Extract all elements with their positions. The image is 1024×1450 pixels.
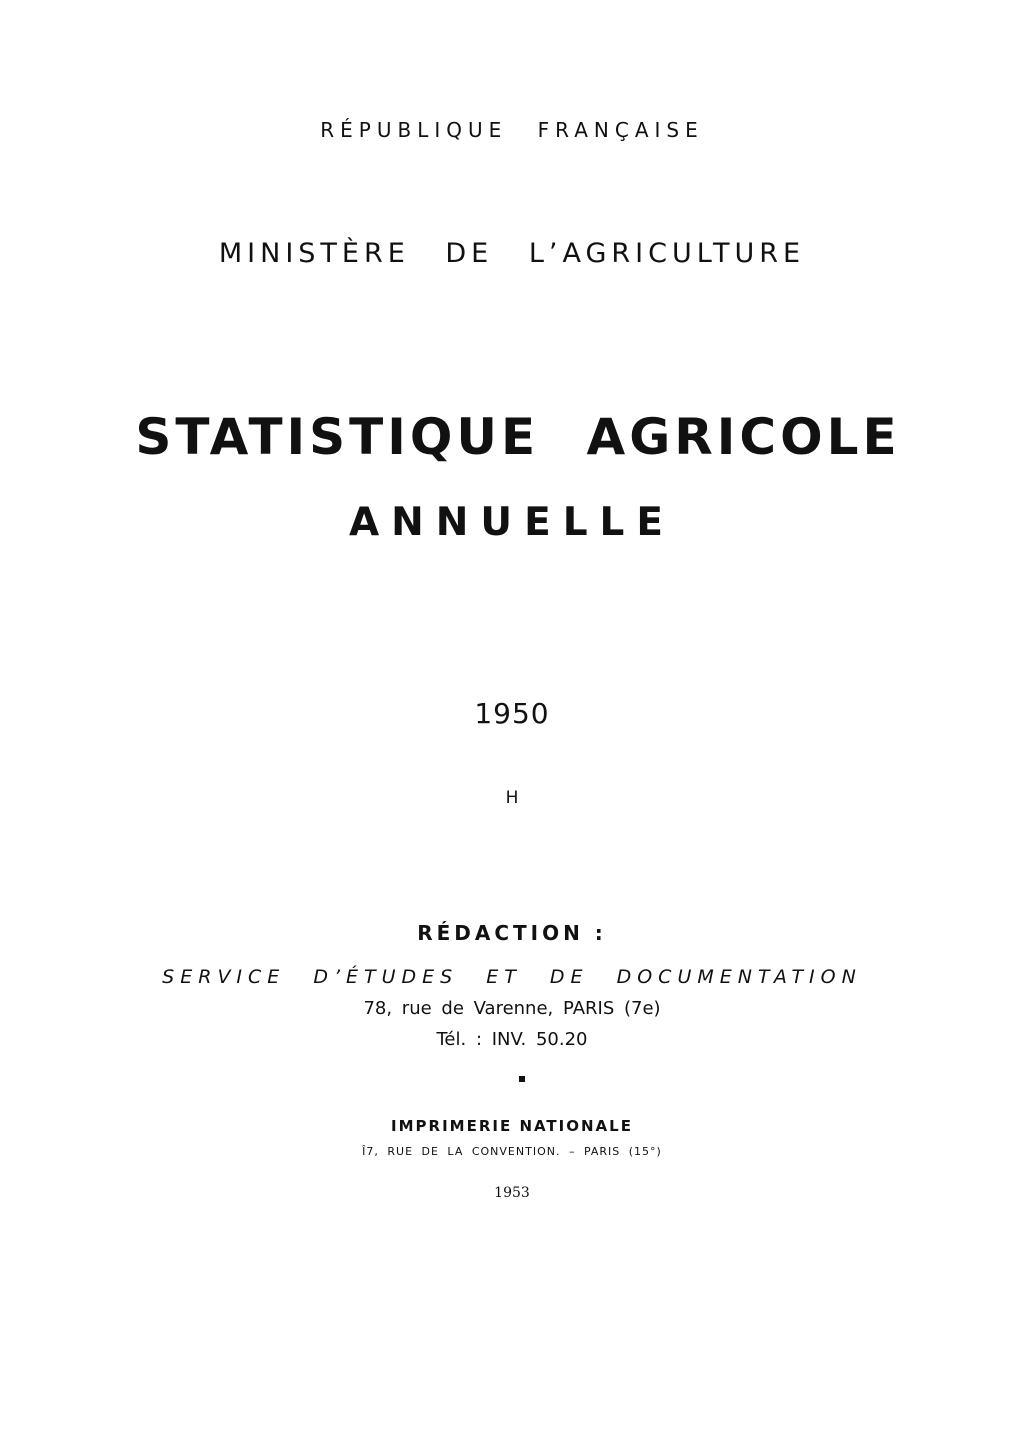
edition-year: 1950: [474, 697, 550, 730]
redaction-heading: RÉDACTION :: [417, 921, 607, 945]
service-address: 78, rue de Varenne, PARIS (7e): [363, 998, 661, 1019]
republic-heading: RÉPUBLIQUE FRANÇAISE: [320, 118, 704, 142]
print-year: 1953: [494, 1185, 530, 1201]
ministry-heading: MINISTÈRE DE L’AGRICULTURE: [218, 238, 806, 269]
separator-bullet: [519, 1076, 525, 1082]
service-name: SERVICE D’ÉTUDES ET DE DOCUMENTATION: [162, 966, 862, 988]
document-subtitle: ANNUELLE: [348, 500, 676, 545]
service-phone: Tél. : INV. 50.20: [436, 1029, 588, 1050]
printer-address: Î7, RUE DE LA CONVENTION. – PARIS (15°): [362, 1145, 662, 1158]
volume-letter: H: [505, 788, 519, 808]
printer-name: IMPRIMERIE NATIONALE: [391, 1117, 633, 1135]
document-title: STATISTIQUE AGRICOLE: [135, 408, 901, 466]
